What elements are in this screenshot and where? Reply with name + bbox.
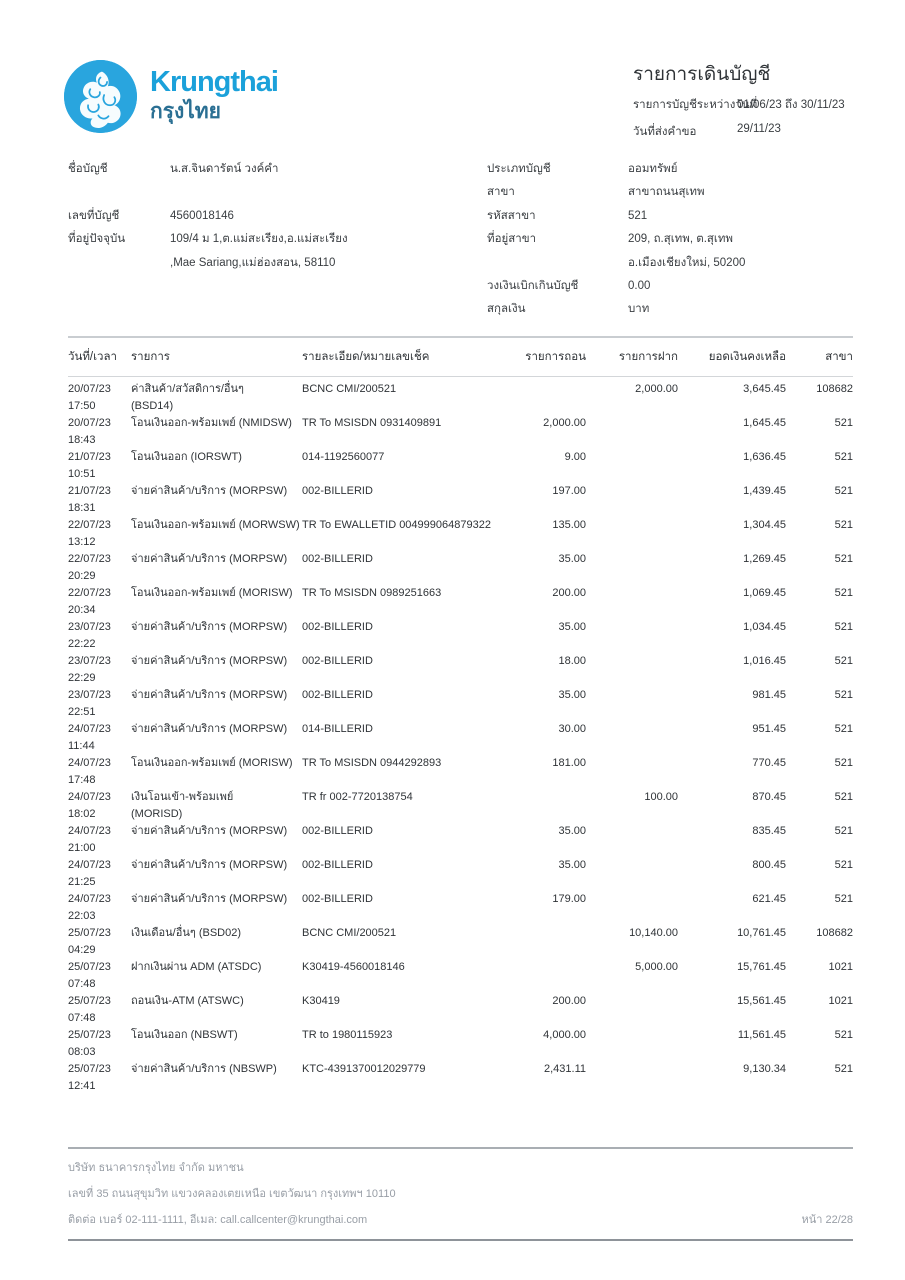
statement-header	[633, 64, 854, 141]
txn-detail: 002-BILLERID	[302, 621, 373, 633]
account-info-label	[68, 181, 170, 204]
txn-withdrawal: 135.00	[552, 519, 586, 531]
footer-divider-bottom	[68, 1239, 853, 1241]
account-info-value: 0.00	[628, 279, 651, 292]
txn-date: 22/07/23	[68, 587, 111, 599]
txn-time: 08:03	[68, 1046, 96, 1058]
txn-desc-line1: จ่ายค่าสินค้า/บริการ (MORPSW)	[131, 621, 288, 633]
txn-balance: 1,269.45	[743, 553, 786, 565]
txn-date: 25/07/23	[68, 1063, 111, 1075]
account-info-label: สกุลเงิน	[487, 303, 526, 316]
txn-description	[131, 1061, 302, 1078]
request-date-value: 29/11/23	[737, 122, 781, 135]
txn-balance: 1,034.45	[743, 621, 786, 633]
krungthai-logo-icon	[64, 60, 137, 133]
brand-header	[64, 60, 278, 133]
txn-branch: 521	[834, 825, 853, 837]
table-row	[68, 381, 853, 415]
txn-datetime	[68, 1027, 131, 1061]
txn-branch: 521	[834, 553, 853, 565]
table-row	[68, 755, 853, 789]
txn-datetime	[68, 891, 131, 925]
account-info-label: ประเภทบัญชี	[487, 163, 551, 175]
txn-desc-line1: จ่ายค่าสินค้า/บริการ (MORPSW)	[131, 655, 288, 667]
account-info-label: รหัสสาขา	[487, 209, 536, 222]
txn-date: 24/07/23	[68, 825, 111, 837]
table-row	[68, 993, 853, 1027]
txn-branch: 521	[834, 485, 853, 497]
txn-description	[131, 993, 302, 1010]
txn-desc-line1: จ่ายค่าสินค้า/บริการ (MORPSW)	[131, 553, 288, 565]
txn-detail: BCNC CMI/200521	[302, 383, 397, 395]
account-info-value: น.ส.จินดารัตน์ วงค์คำ	[170, 163, 279, 175]
txn-detail: 002-BILLERID	[302, 825, 373, 837]
txn-datetime	[68, 653, 131, 687]
txn-desc-line1: จ่ายค่าสินค้า/บริการ (MORPSW)	[131, 825, 288, 837]
table-row	[68, 1027, 853, 1061]
txn-time: 10:51	[68, 468, 96, 480]
footer-company: บริษัท ธนาคารกรุงไทย จำกัด มหาชน	[68, 1162, 244, 1174]
account-info-label: ที่อยู่ปัจจุบัน	[68, 233, 126, 246]
txn-desc-line1: ค่าสินค้า/สวัสดิการ/อื่นๆ	[131, 383, 244, 395]
txn-detail: BCNC CMI/200521	[302, 927, 397, 939]
txn-desc-line1: เงินเดือน/อื่นๆ (BSD02)	[131, 927, 242, 939]
txn-detail: TR To MSISDN 0989251663	[302, 587, 442, 599]
txn-time: 21:00	[68, 842, 96, 854]
txn-balance: 10,761.45	[737, 927, 786, 939]
txn-date: 23/07/23	[68, 621, 111, 633]
txn-time: 20:34	[68, 604, 96, 616]
txn-withdrawal: 4,000.00	[543, 1029, 586, 1041]
txn-withdrawal: 2,000.00	[543, 417, 586, 429]
txn-detail: K30419	[302, 995, 340, 1007]
table-row	[68, 517, 853, 551]
footer-address: เลขที่ 35 ถนนสุขุมวิท แขวงคลองเตยเหนือ เขตวัฒนา กรุงเทพฯ 10110	[68, 1188, 396, 1200]
txn-datetime	[68, 755, 131, 789]
txn-date: 20/07/23	[68, 383, 111, 395]
txn-desc-line1: โอนเงินออก (NBSWT)	[131, 1029, 238, 1041]
txn-balance: 1,069.45	[743, 587, 786, 599]
txn-desc-line2: (BSD14)	[131, 400, 174, 412]
txn-withdrawal: 200.00	[552, 587, 586, 599]
txn-deposit: 5,000.00	[635, 961, 678, 973]
txn-balance: 835.45	[752, 825, 786, 837]
txn-description	[131, 823, 302, 840]
txn-balance: 1,016.45	[743, 655, 786, 667]
account-info-value: อ.เมืองเชียงใหม่, 50200	[628, 256, 746, 269]
txn-date: 21/07/23	[68, 485, 111, 497]
table-row	[68, 823, 853, 857]
account-info-label	[68, 275, 170, 298]
txn-withdrawal: 200.00	[552, 995, 586, 1007]
txn-date: 24/07/23	[68, 859, 111, 871]
txn-datetime	[68, 449, 131, 483]
txn-detail: 002-BILLERID	[302, 485, 373, 497]
txn-desc-line1: จ่ายค่าสินค้า/บริการ (MORPSW)	[131, 485, 288, 497]
column-header-datetime: วันที่/เวลา	[68, 351, 117, 363]
txn-branch: 521	[834, 417, 853, 429]
txn-description	[131, 415, 302, 432]
table-row	[68, 789, 853, 823]
txn-date: 25/07/23	[68, 1029, 111, 1041]
txn-time: 22:51	[68, 706, 96, 718]
txn-datetime	[68, 483, 131, 517]
txn-datetime	[68, 857, 131, 891]
table-row	[68, 857, 853, 891]
txn-datetime	[68, 1061, 131, 1095]
txn-datetime	[68, 585, 131, 619]
account-info-value: 109/4 ม 1,ต.แม่สะเรียง,อ.แม่สะเรียง	[170, 233, 348, 246]
txn-description	[131, 891, 302, 908]
txn-withdrawal: 30.00	[558, 723, 586, 735]
txn-withdrawal: 2,431.11	[543, 1063, 586, 1075]
txn-branch: 108682	[816, 383, 853, 395]
account-info-label	[68, 298, 170, 321]
txn-branch: 521	[834, 689, 853, 701]
table-row	[68, 653, 853, 687]
period-value: 01/06/23 ถึง 30/11/23	[737, 98, 845, 111]
account-info-value: 521	[628, 209, 648, 222]
txn-branch: 521	[834, 1063, 853, 1075]
txn-balance: 11,561.45	[737, 1029, 786, 1041]
footer-contact: ติดต่อ เบอร์ 02-111-1111, อีเมล: call.callcenter@krungthai.com	[68, 1214, 368, 1226]
account-info-value	[170, 181, 487, 204]
txn-date: 24/07/23	[68, 893, 111, 905]
account-info-value: ออมทรัพย์	[628, 163, 678, 175]
table-row	[68, 687, 853, 721]
txn-date: 20/07/23	[68, 417, 111, 429]
txn-description	[131, 619, 302, 636]
txn-balance: 951.45	[752, 723, 786, 735]
txn-desc-line1: จ่ายค่าสินค้า/บริการ (MORPSW)	[131, 893, 288, 905]
txn-detail: KTC-4391370012029779	[302, 1063, 426, 1075]
txn-date: 24/07/23	[68, 723, 111, 735]
page-number: หน้า 22/28	[801, 1214, 853, 1226]
txn-branch: 521	[834, 791, 853, 803]
table-row	[68, 483, 853, 517]
txn-desc-line1: ฝากเงินผ่าน ADM (ATSDC)	[131, 961, 262, 973]
account-info-label: เลขที่บัญชี	[68, 209, 120, 222]
table-row	[68, 959, 853, 993]
txn-time: 13:12	[68, 536, 96, 548]
account-info-label	[68, 252, 170, 275]
txn-datetime	[68, 415, 131, 449]
txn-datetime	[68, 823, 131, 857]
txn-time: 11:44	[68, 740, 95, 752]
table-row	[68, 415, 853, 449]
txn-branch: 521	[834, 621, 853, 633]
txn-datetime	[68, 551, 131, 585]
txn-description	[131, 687, 302, 704]
account-info-value: สาขาถนนสุเทพ	[628, 186, 705, 199]
txn-balance: 870.45	[752, 791, 786, 803]
txn-branch: 521	[834, 655, 853, 667]
column-header-description: รายการ	[131, 351, 170, 363]
txn-deposit: 100.00	[644, 791, 678, 803]
txn-detail: TR to 1980115923	[302, 1029, 393, 1041]
account-info-value	[170, 298, 487, 321]
txn-date: 23/07/23	[68, 689, 111, 701]
txn-branch: 521	[834, 723, 853, 735]
txn-balance: 1,645.45	[743, 417, 786, 429]
txn-detail: TR fr 002-7720138754	[302, 791, 413, 803]
txn-description	[131, 381, 302, 415]
txn-detail: TR To MSISDN 0944292893	[302, 757, 442, 769]
txn-description	[131, 857, 302, 874]
txn-detail: TR To EWALLETID 004999064879322	[302, 519, 491, 531]
column-header-deposit: รายการฝาก	[618, 351, 678, 363]
footer-contact-row	[68, 1213, 853, 1227]
txn-branch: 521	[834, 859, 853, 871]
txn-detail: 002-BILLERID	[302, 893, 373, 905]
column-header-branch: สาขา	[825, 351, 853, 363]
txn-time: 12:41	[68, 1080, 96, 1092]
txn-withdrawal: 35.00	[558, 553, 586, 565]
footer-divider-top	[68, 1147, 853, 1149]
txn-branch: 521	[834, 519, 853, 531]
table-row	[68, 551, 853, 585]
txn-time: 20:29	[68, 570, 96, 582]
account-info-value: บาท	[628, 303, 650, 316]
txn-branch: 521	[834, 587, 853, 599]
account-info-label: ที่อยู่สาขา	[487, 233, 537, 246]
txn-branch: 521	[834, 757, 853, 769]
txn-datetime	[68, 959, 131, 993]
txn-detail: K30419-4560018146	[302, 961, 405, 973]
txn-datetime	[68, 993, 131, 1027]
table-header	[68, 336, 853, 377]
period-label: รายการบัญชีระหว่างวันที่	[633, 98, 758, 111]
txn-balance: 1,636.45	[743, 451, 786, 463]
txn-withdrawal: 197.00	[552, 485, 586, 497]
txn-description	[131, 585, 302, 602]
txn-time: 18:02	[68, 808, 96, 820]
statement-meta	[633, 96, 854, 141]
account-info	[68, 158, 853, 322]
brand-name-th: กรุงไทย	[150, 100, 221, 123]
txn-date: 24/07/23	[68, 757, 111, 769]
txn-desc-line2: (MORISD)	[131, 808, 183, 820]
txn-detail: TR To MSISDN 0931409891	[302, 417, 442, 429]
txn-time: 07:48	[68, 1012, 96, 1024]
txn-branch: 521	[834, 1029, 853, 1041]
txn-description	[131, 483, 302, 500]
table-row	[68, 891, 853, 925]
txn-time: 17:48	[68, 774, 96, 786]
account-info-value: 4560018146	[170, 209, 234, 222]
txn-balance: 1,304.45	[743, 519, 786, 531]
txn-balance: 9,130.34	[743, 1063, 786, 1075]
txn-withdrawal: 35.00	[558, 689, 586, 701]
account-info-value	[170, 275, 487, 298]
txn-date: 25/07/23	[68, 927, 111, 939]
txn-withdrawal: 9.00	[564, 451, 586, 463]
txn-branch: 1021	[828, 961, 853, 973]
txn-description	[131, 449, 302, 466]
txn-date: 23/07/23	[68, 655, 111, 667]
txn-branch: 521	[834, 893, 853, 905]
table-row	[68, 925, 853, 959]
txn-datetime	[68, 721, 131, 755]
txn-desc-line1: โอนเงินออก-พร้อมเพย์ (NMIDSW)	[131, 417, 292, 429]
txn-description	[131, 721, 302, 738]
txn-desc-line1: จ่ายค่าสินค้า/บริการ (MORPSW)	[131, 689, 288, 701]
account-info-value: ,Mae Sariang,แม่ฮ่องสอน, 58110	[170, 256, 336, 269]
brand-name-en: Krungthai	[150, 66, 278, 98]
txn-balance: 1,439.45	[743, 485, 786, 497]
txn-description	[131, 925, 302, 942]
table-row	[68, 721, 853, 755]
txn-branch: 1021	[828, 995, 853, 1007]
txn-datetime	[68, 619, 131, 653]
account-info-value: 209, ถ.สุเทพ, ต.สุเทพ	[628, 233, 734, 246]
column-header-withdrawal: รายการถอน	[525, 351, 586, 363]
txn-description	[131, 959, 302, 976]
txn-description	[131, 1027, 302, 1044]
txn-detail: 002-BILLERID	[302, 859, 373, 871]
txn-detail: 002-BILLERID	[302, 553, 373, 565]
txn-detail: 014-BILLERID	[302, 723, 373, 735]
txn-description	[131, 551, 302, 568]
account-info-label	[487, 252, 628, 275]
txn-balance: 621.45	[752, 893, 786, 905]
table-row	[68, 449, 853, 483]
txn-balance: 15,561.45	[737, 995, 786, 1007]
txn-time: 18:31	[68, 502, 96, 514]
txn-desc-line1: ถอนเงิน-ATM (ATSWC)	[131, 995, 244, 1007]
page-title: รายการเดินบัญชี	[633, 64, 771, 85]
txn-withdrawal: 35.00	[558, 621, 586, 633]
txn-balance: 800.45	[752, 859, 786, 871]
txn-datetime	[68, 925, 131, 959]
table-row	[68, 619, 853, 653]
txn-desc-line1: โอนเงินออก-พร้อมเพย์ (MORISW)	[131, 757, 293, 769]
txn-detail: 002-BILLERID	[302, 655, 373, 667]
txn-time: 07:48	[68, 978, 96, 990]
txn-date: 22/07/23	[68, 519, 111, 531]
txn-withdrawal: 35.00	[558, 825, 586, 837]
txn-date: 24/07/23	[68, 791, 111, 803]
txn-withdrawal: 35.00	[558, 859, 586, 871]
account-info-label: สาขา	[487, 186, 515, 199]
txn-balance: 770.45	[752, 757, 786, 769]
request-date-label: วันที่ส่งคำขอ	[633, 125, 697, 138]
txn-deposit: 2,000.00	[635, 383, 678, 395]
transactions-table	[68, 336, 853, 1095]
txn-desc-line1: จ่ายค่าสินค้า/บริการ (NBSWP)	[131, 1063, 277, 1075]
txn-withdrawal: 181.00	[552, 757, 586, 769]
table-row	[68, 1061, 853, 1095]
txn-time: 22:29	[68, 672, 96, 684]
txn-time: 17:50	[68, 400, 96, 412]
txn-balance: 981.45	[752, 689, 786, 701]
transactions-body	[68, 377, 853, 1095]
brand-wordmark	[150, 60, 278, 124]
txn-datetime	[68, 381, 131, 415]
txn-datetime	[68, 789, 131, 823]
txn-desc-line1: โอนเงินออก-พร้อมเพย์ (MORWSW)	[131, 519, 300, 531]
column-header-detail: รายละเอียด/หมายเลขเช็ค	[302, 351, 430, 363]
txn-desc-line1: โอนเงินออก (IORSWT)	[131, 451, 242, 463]
txn-description	[131, 755, 302, 772]
txn-datetime	[68, 517, 131, 551]
txn-branch: 521	[834, 451, 853, 463]
txn-date: 25/07/23	[68, 995, 111, 1007]
txn-date: 22/07/23	[68, 553, 111, 565]
txn-time: 22:03	[68, 910, 96, 922]
txn-detail: 002-BILLERID	[302, 689, 373, 701]
txn-withdrawal: 18.00	[558, 655, 586, 667]
txn-desc-line1: เงินโอนเข้า-พร้อมเพย์	[131, 791, 234, 803]
txn-balance: 3,645.45	[743, 383, 786, 395]
txn-branch: 108682	[816, 927, 853, 939]
txn-description	[131, 517, 302, 534]
column-header-balance: ยอดเงินคงเหลือ	[708, 351, 786, 363]
txn-datetime	[68, 687, 131, 721]
txn-time: 21:25	[68, 876, 96, 888]
account-info-label: ชื่อบัญชี	[68, 163, 108, 175]
txn-time: 04:29	[68, 944, 96, 956]
table-row	[68, 585, 853, 619]
txn-date: 21/07/23	[68, 451, 111, 463]
txn-time: 18:43	[68, 434, 96, 446]
account-info-label: วงเงินเบิกเกินบัญชี	[487, 279, 579, 292]
txn-desc-line1: โอนเงินออก-พร้อมเพย์ (MORISW)	[131, 587, 293, 599]
txn-desc-line1: จ่ายค่าสินค้า/บริการ (MORPSW)	[131, 859, 288, 871]
txn-deposit: 10,140.00	[629, 927, 678, 939]
txn-desc-line1: จ่ายค่าสินค้า/บริการ (MORPSW)	[131, 723, 288, 735]
page-footer	[68, 1147, 853, 1241]
txn-description	[131, 789, 302, 823]
txn-description	[131, 653, 302, 670]
txn-time: 22:22	[68, 638, 96, 650]
txn-date: 25/07/23	[68, 961, 111, 973]
txn-withdrawal: 179.00	[552, 893, 586, 905]
txn-detail: 014-1192560077	[302, 451, 385, 463]
txn-balance: 15,761.45	[737, 961, 786, 973]
